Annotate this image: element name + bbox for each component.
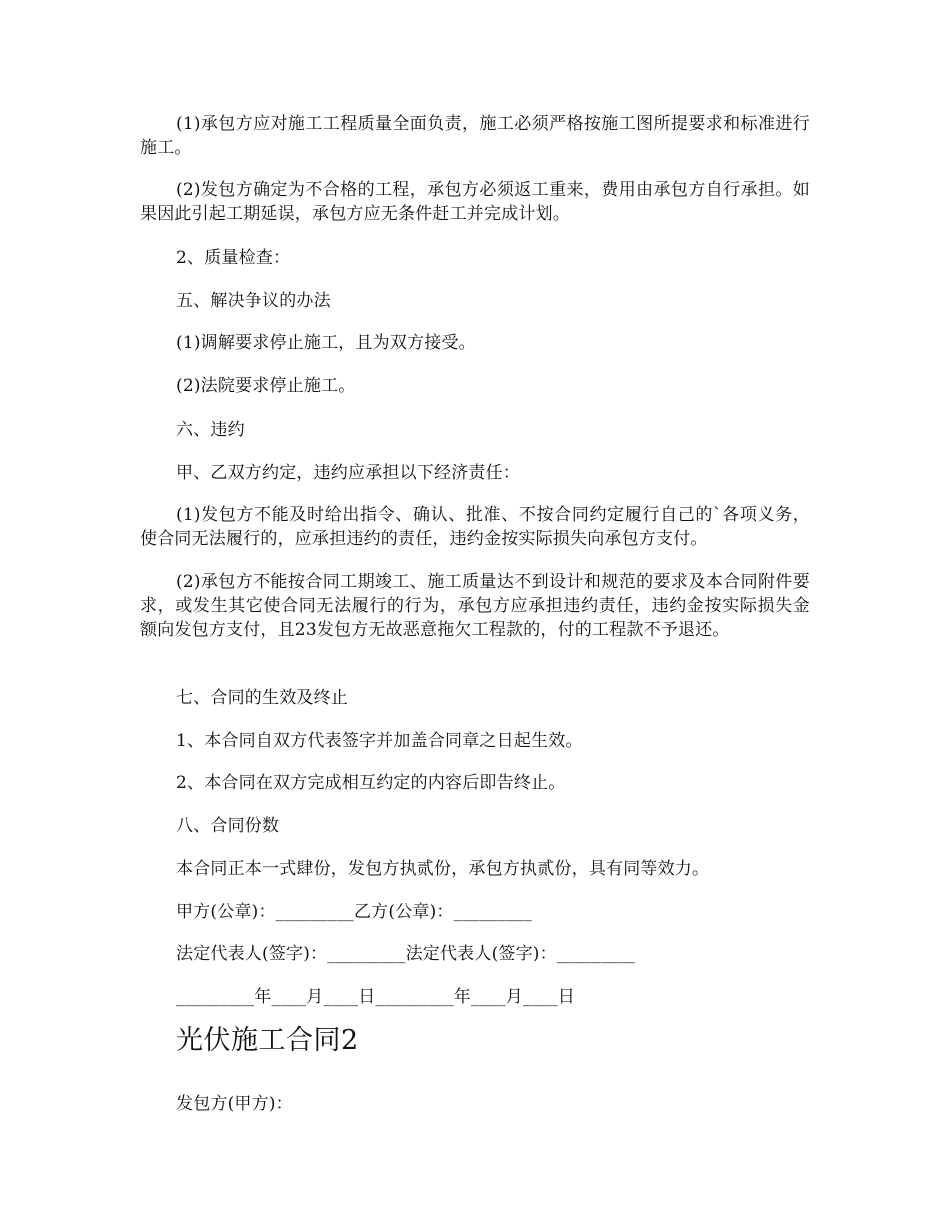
section-heading-breach: 六、违约 (176, 420, 245, 440)
signature-representatives: 法定代表人(签字)：_________法定代表人(签字)：_________ (176, 944, 636, 964)
line-quality-check: 2、质量检查： (176, 248, 291, 268)
paragraph-quality-responsibility: (1)承包方应对施工工程质量全面负责，施工必须严格按施工图所提要求和标准进行施工。 (140, 114, 810, 158)
section-heading-dispute: 五、解决争议的办法 (176, 291, 331, 311)
paragraph-rework: (2)发包方确定为不合格的工程，承包方必须返工重来，费用由承包方自行承担。如果因此引起工期延误，承包方应无条件赶工并完成计划。 (140, 180, 810, 224)
section-heading-effect: 七、合同的生效及终止 (176, 688, 348, 708)
line-termination: 2、本合同在双方完成相互约定的内容后即告终止。 (176, 773, 566, 793)
line-court: (2)法院要求停止施工。 (176, 376, 356, 396)
line-breach-agreement: 甲、乙双方约定，违约应承担以下经济责任： (176, 463, 520, 483)
paragraph-contractor-breach: (2)承包方不能按合同工期竣工、施工质量达不到设计和规范的要求及本合同附件要求，或发生其它使合同无法履行的行为，承包方应承担违约责任，违约金按实际损失金额向发包方支付，且23发包方无故恶意拖欠工程款的，付的工程款不予退还。 (140, 572, 810, 640)
contract-title: 光伏施工合同2 (176, 1025, 359, 1056)
paragraph-employer-breach: (1)发包方不能及时给出指令、确认、批准、不按合同约定履行自己的`各项义务，使合同无法履行的，应承担违约的责任，违约金按实际损失向承包方支付。 (140, 505, 810, 549)
section-heading-copies: 八、合同份数 (176, 816, 280, 836)
line-copies: 本合同正本一式肆份，发包方执贰份，承包方执贰份，具有同等效力。 (176, 859, 710, 879)
line-effective: 1、本合同自双方代表签字并加盖合同章之日起生效。 (176, 731, 583, 751)
signature-dates: _________年____月____日_________年____月____日 (176, 987, 575, 1007)
line-employer-party: 发包方(甲方)： (176, 1094, 293, 1114)
line-mediation: (1)调解要求停止施工，且为双方接受。 (176, 333, 476, 353)
signature-seals: 甲方(公章)：_________乙方(公章)：_________ (176, 902, 532, 922)
